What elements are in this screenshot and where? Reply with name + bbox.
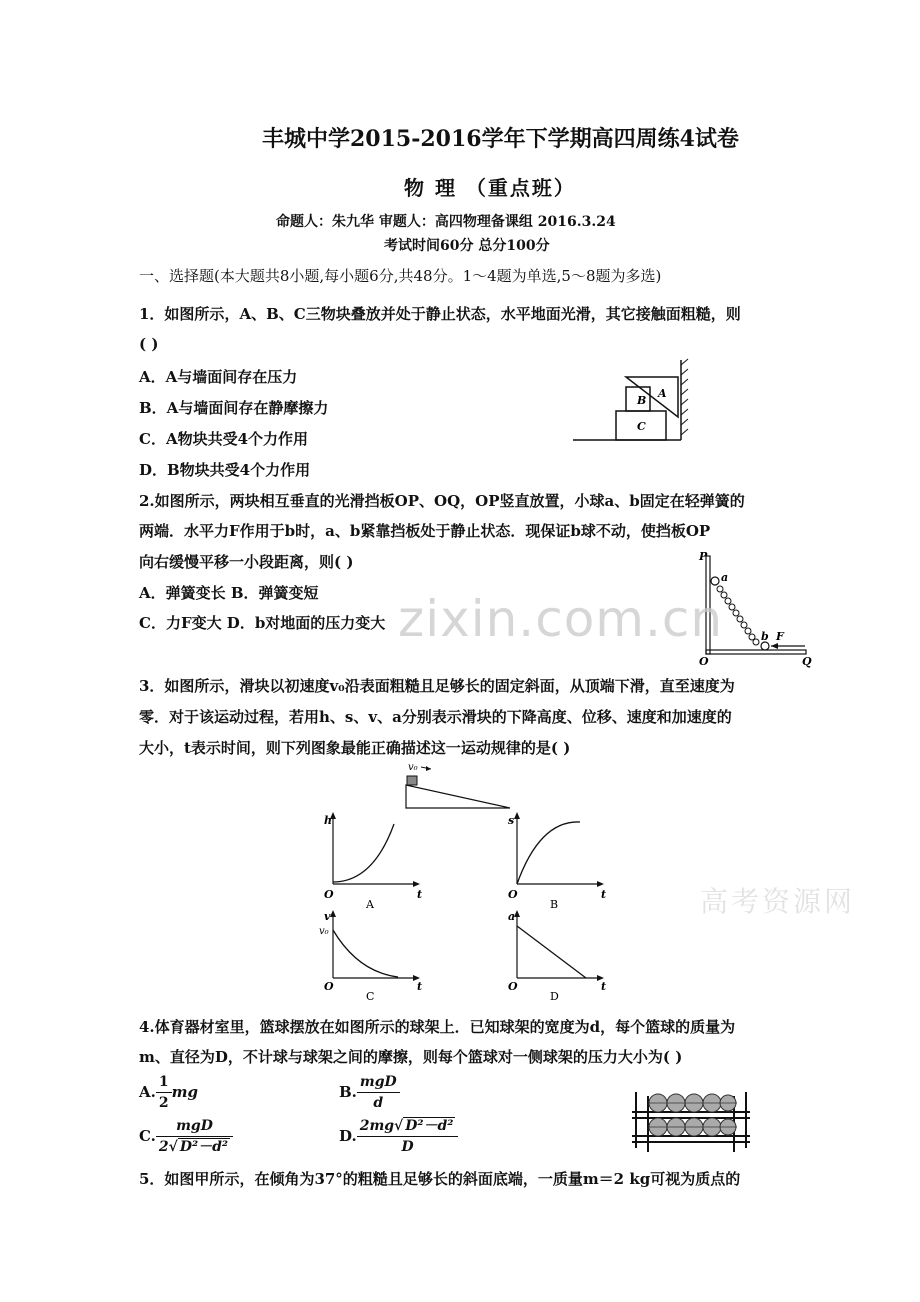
q3-graph-d-origin: O [508, 980, 518, 993]
q1-blocks-figure [570, 355, 690, 445]
q4-stem-line2: m、直径为D，不计球与球架之间的摩擦，则每个篮球对一侧球架的压力大小为( ) [139, 1048, 683, 1066]
q3-graph-a [318, 808, 428, 916]
q1-option-d: D．B物块共受4个力作用 [139, 461, 311, 479]
q4-option-d-fraction: $\frac{\text{2mg√ D²－d²}}{D}$ [357, 1116, 459, 1157]
q3-stem-line2: 零．对于该运动过程，若用h、s、v、a分别表示滑块的下降高度、位移、速度和加速度的 [139, 708, 732, 726]
q4-option-c: C. $\frac{\text{mgD}}{\text{2√ D²－d²}}$ [139, 1114, 233, 1158]
q3-graph-c-xaxis: t [417, 980, 423, 993]
q2-options-ab: A．弹簧变长 B．弹簧变短 [139, 584, 319, 602]
q3-graph-a-letter: A [366, 898, 374, 911]
q3-graph-c-yaxis: v [324, 910, 331, 923]
subject-title: 物 理 （重点班） [404, 176, 576, 200]
q4-option-d: D. $\frac{\text{2mg√ D²－d²}}{D}$ [339, 1114, 458, 1158]
q3-graph-d [502, 906, 612, 1006]
q2-label-p: P [699, 550, 708, 563]
q1-label-b: B [637, 394, 647, 407]
q2-label-o: O [699, 655, 709, 668]
q3-incline-v0: v₀ [408, 762, 418, 773]
q4-option-b: B. $\frac{\text{mgD}}{d}$ [339, 1070, 400, 1114]
q3-graph-a-yaxis: h [324, 814, 332, 827]
q3-graph-b-xaxis: t [601, 888, 607, 901]
q3-graph-b-origin: O [508, 888, 518, 901]
exam-title: 丰城中学2015-2016学年下学期高四周练4试卷 [262, 126, 739, 152]
q3-incline-figure [400, 758, 518, 812]
q2-stem-line3: 向右缓慢平移一小段距离，则( ) [139, 553, 354, 571]
q2-label-a: a [721, 571, 729, 584]
q3-graph-b-yaxis: s [508, 814, 515, 827]
q2-stem-line1: 2.如图所示，两块相互垂直的光滑挡板OP、OQ，OP竖直放置，小球a、b固定在轻弹簧的 [139, 492, 745, 510]
q2-label-f: F [776, 630, 784, 643]
q3-graph-d-xaxis: t [601, 980, 607, 993]
watermark-side: 高考资源网 [700, 885, 856, 918]
q3-graph-c-letter: C [366, 990, 375, 1003]
q3-graph-a-xaxis: t [417, 888, 423, 901]
exam-info: 考试时间60分 总分100分 [384, 238, 550, 254]
q3-graph-d-letter: D [550, 990, 559, 1003]
q2-options-cd: C．力F变大 D．b对地面的压力变大 [139, 614, 386, 632]
q4-stem-line1: 4.体育器材室里，篮球摆放在如图所示的球架上．已知球架的宽度为d，每个篮球的质量为 [139, 1018, 736, 1036]
q4-option-a-fraction: $\frac{1}{2}$ [156, 1072, 172, 1113]
watermark-main: zixin.com.cn [398, 590, 724, 648]
q1-label-c: C [637, 420, 646, 433]
q1-option-a: A．A与墙面间存在压力 [139, 368, 298, 386]
q1-label-a: A [658, 387, 667, 400]
q3-graph-c [318, 906, 428, 1006]
authors-line: 命题人：朱九华 审题人：高四物理备课组 2016.3.24 [276, 214, 616, 230]
q1-stem-line1: 1．如图所示，A、B、C三物块叠放并处于静止状态，水平地面光滑，其它接触面粗糙，则 [139, 305, 741, 323]
q3-graph-c-origin: O [324, 980, 334, 993]
q5-stem-line1: 5．如图甲所示，在倾角为37°的粗糙且足够长的斜面底端，一质量m＝2 kg可视为质点的 [139, 1170, 741, 1188]
q1-option-b: B．A与墙面间存在静摩擦力 [139, 399, 329, 417]
q3-graph-b [502, 808, 612, 916]
q2-label-q: Q [802, 655, 812, 668]
q3-graph-d-yaxis: a [508, 910, 516, 923]
q4-option-b-fraction: $\frac{\text{mgD}}{d}$ [357, 1072, 400, 1113]
q3-stem-line3: 大小，t表示时间，则下列图象最能正确描述这一运动规律的是( ) [139, 739, 571, 757]
q4-option-c-fraction: $\frac{\text{mgD}}{\text{2√ D²－d²}}$ [156, 1116, 233, 1157]
q3-stem-line1: 3．如图所示，滑块以初速度v₀沿表面粗糙且足够长的固定斜面，从顶端下滑，直至速度为 [139, 677, 735, 695]
q3-graph-a-origin: O [324, 888, 334, 901]
q4-option-a: A. $\frac{1}{2}$ mg [139, 1073, 198, 1111]
q2-stem-line2: 两端．水平力F作用于b时，a、b紧靠挡板处于静止状态．现保证b球不动，使挡板OP [139, 522, 711, 540]
q2-label-b: b [761, 630, 769, 643]
q1-stem-line2: ( ) [139, 335, 159, 353]
q3-graph-c-v0: v₀ [319, 926, 329, 937]
q3-graph-b-letter: B [550, 898, 559, 911]
q4-basketball-rack-figure [628, 1082, 754, 1154]
q1-option-c: C．A物块共受4个力作用 [139, 430, 309, 448]
section-heading: 一、选择题(本大题共8小题,每小题6分,共48分。1～4题为单选,5～8题为多选) [139, 267, 662, 285]
